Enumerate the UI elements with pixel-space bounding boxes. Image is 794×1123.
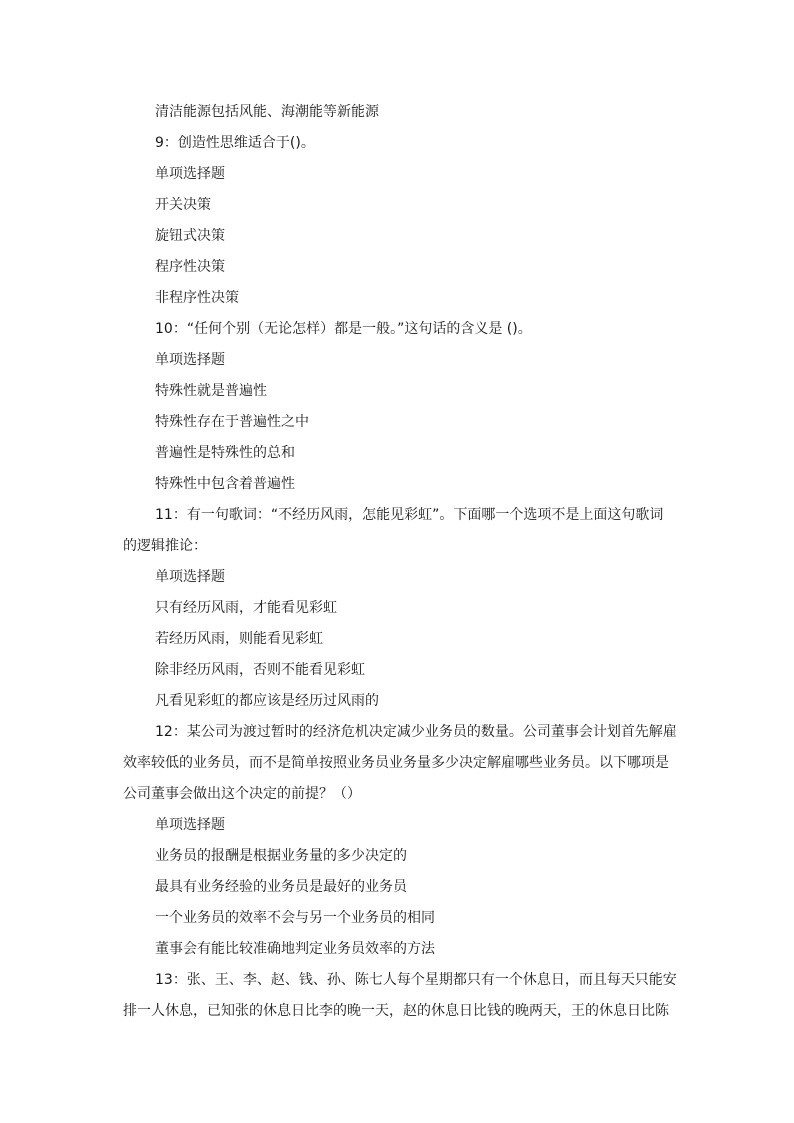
text-line: 排一人休息，已知张的休息日比李的晚一天，赵的休息日比钱的晚两天，王的休息日比陈: [123, 1003, 669, 1019]
text-line: 程序性决策: [155, 259, 225, 275]
text-line: 13：张、王、李、赵、钱、孙、陈七人每个星期都只有一个休息日，而且每天只能安: [155, 972, 677, 988]
text-line: 9：创造性思维适合于()。: [155, 135, 315, 151]
text-line: 清洁能源包括风能、海潮能等新能源: [155, 104, 379, 120]
text-line: 单项选择题: [155, 166, 225, 182]
text-line: 凡看见彩虹的都应该是经历过风雨的: [155, 693, 379, 709]
text-line: 除非经历风雨，否则不能看见彩虹: [155, 662, 365, 678]
text-line: 单项选择题: [155, 569, 225, 585]
text-line: 单项选择题: [155, 817, 225, 833]
text-line: 特殊性中包含着普遍性: [155, 476, 295, 492]
text-line: 12：某公司为渡过暂时的经济危机决定减少业务员的数量。公司董事会计划首先解雇: [155, 724, 677, 740]
text-line: 的逻辑推论：: [123, 538, 207, 554]
document-body: [123, 97, 683, 1027]
text-line: 旋钮式决策: [155, 228, 225, 244]
text-line: 最具有业务经验的业务员是最好的业务员: [155, 879, 407, 895]
text-line: 只有经历风雨，才能看见彩虹: [155, 600, 337, 616]
text-line: 效率较低的业务员，而不是简单按照业务员业务量多少决定解雇哪些业务员。以下哪项是: [123, 755, 669, 771]
text-line: 公司董事会做出这个决定的前提？（）: [123, 786, 361, 802]
text-line: 普遍性是特殊性的总和: [155, 445, 295, 461]
text-line: 非程序性决策: [155, 290, 239, 306]
text-line: 若经历风雨，则能看见彩虹: [155, 631, 323, 647]
text-line: 10：“任何个别（无论怎样）都是一般。”这句话的含义是 ()。: [155, 321, 532, 337]
text-line: 开关决策: [155, 197, 211, 213]
text-line: 特殊性就是普遍性: [155, 383, 267, 399]
text-line: 业务员的报酬是根据业务量的多少决定的: [155, 848, 407, 864]
text-line: 特殊性存在于普遍性之中: [155, 414, 309, 430]
text-line: 单项选择题: [155, 352, 225, 368]
text-line: 一个业务员的效率不会与另一个业务员的相同: [155, 910, 435, 926]
text-line: 董事会有能比较准确地判定业务员效率的方法: [155, 941, 435, 957]
text-line: 11：有一句歌词：“不经历风雨，怎能见彩虹”。下面哪一个选项不是上面这句歌词: [155, 507, 664, 523]
